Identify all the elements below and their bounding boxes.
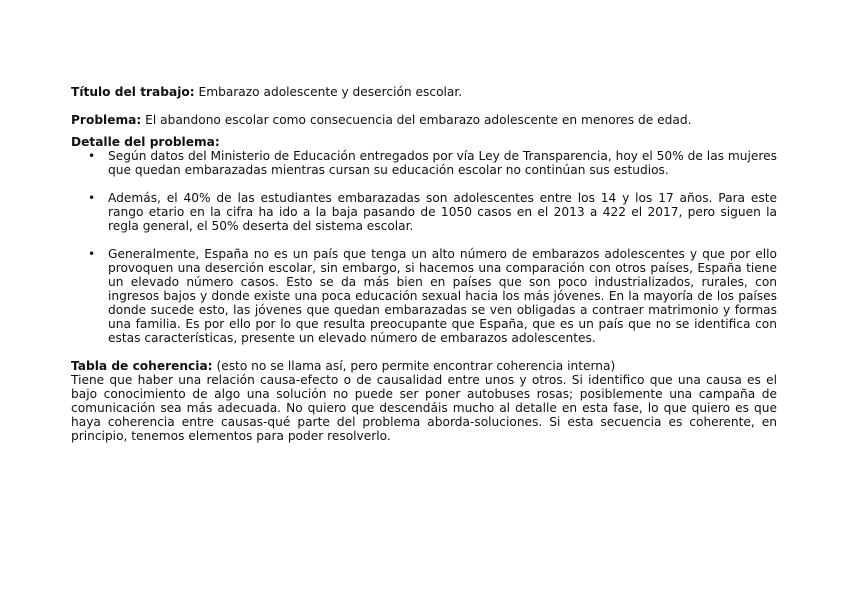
list-item-text: Según datos del Ministerio de Educación entregados por vía Ley de Transparencia, hoy el 50% de las mujeres que quedan embarazadas mientras cursan su educación escolar no continúan sus estudios. xyxy=(108,149,777,177)
title-value: Embarazo adolescente y deserción escolar. xyxy=(198,85,463,99)
title-label: Título del trabajo: xyxy=(71,85,195,99)
list-item xyxy=(71,149,777,177)
list-item-text: Generalmente, España no es un país que tenga un alto número de embarazos adolescentes y que por ello provoquen una deserción escolar, sin embargo, si hacemos una comparación con otros países, España tiene un elevado número casos. Esto se da más bien en países que son poco industrializados, rurales, con ingresos bajos y donde existe una poca educación sexual hacia los más jóvenes. En la mayoría de los países donde sucede esto, las jóvenes que quedan embarazadas se ven obligadas a contraer matrimonio y formas una familia. Es por ello por lo que resulta preocupante que España, que es un país que no se identifica con estas características, presente un elevado número de embarazos adolescentes. xyxy=(108,247,777,345)
coherence-label: Tabla de coherencia: xyxy=(71,359,213,373)
document-page xyxy=(71,85,777,443)
coherence-note: (esto no se llama así, pero permite encontrar coherencia interna) xyxy=(216,359,616,373)
problem-label: Problema: xyxy=(71,113,142,127)
list-item xyxy=(71,247,777,345)
bullet-icon: • xyxy=(88,149,96,163)
list-item-text: Además, el 40% de las estudiantes embarazadas son adolescentes entre los 14 y los 17 años. Para este rango etario en la cifra ha ido a la baja pasando de 1050 casos en el 2013 a 422 el 2017, pero siguen la regla general, el 50% deserta del sistema escolar. xyxy=(108,191,777,233)
coherence-heading xyxy=(71,359,777,373)
bullet-icon: • xyxy=(88,247,96,261)
bullet-icon: • xyxy=(88,191,96,205)
detail-bullet-list xyxy=(71,149,777,345)
problem-field xyxy=(71,113,777,127)
coherence-section xyxy=(71,359,777,443)
problem-value: El abandono escolar como consecuencia del embarazo adolescente en menores de edad. xyxy=(145,113,692,127)
list-item xyxy=(71,191,777,233)
detail-heading: Detalle del problema: xyxy=(71,135,220,149)
coherence-body: Tiene que haber una relación causa-efecto o de causalidad entre unos y otros. Si identifico que una causa es el bajo conocimiento de algo una solución no puede ser poner autobuses rosas; posiblemente una campaña de comunicación sea más adecuada. No quiero que descendáis mucho al detalle en esta fase, lo que quiero es que haya coherencia entre causas-qué parte del problema aborda-soluciones. Si esta secuencia es coherente, en principio, tenemos elementos para poder resolverlo. xyxy=(71,373,777,443)
title-field xyxy=(71,85,777,99)
